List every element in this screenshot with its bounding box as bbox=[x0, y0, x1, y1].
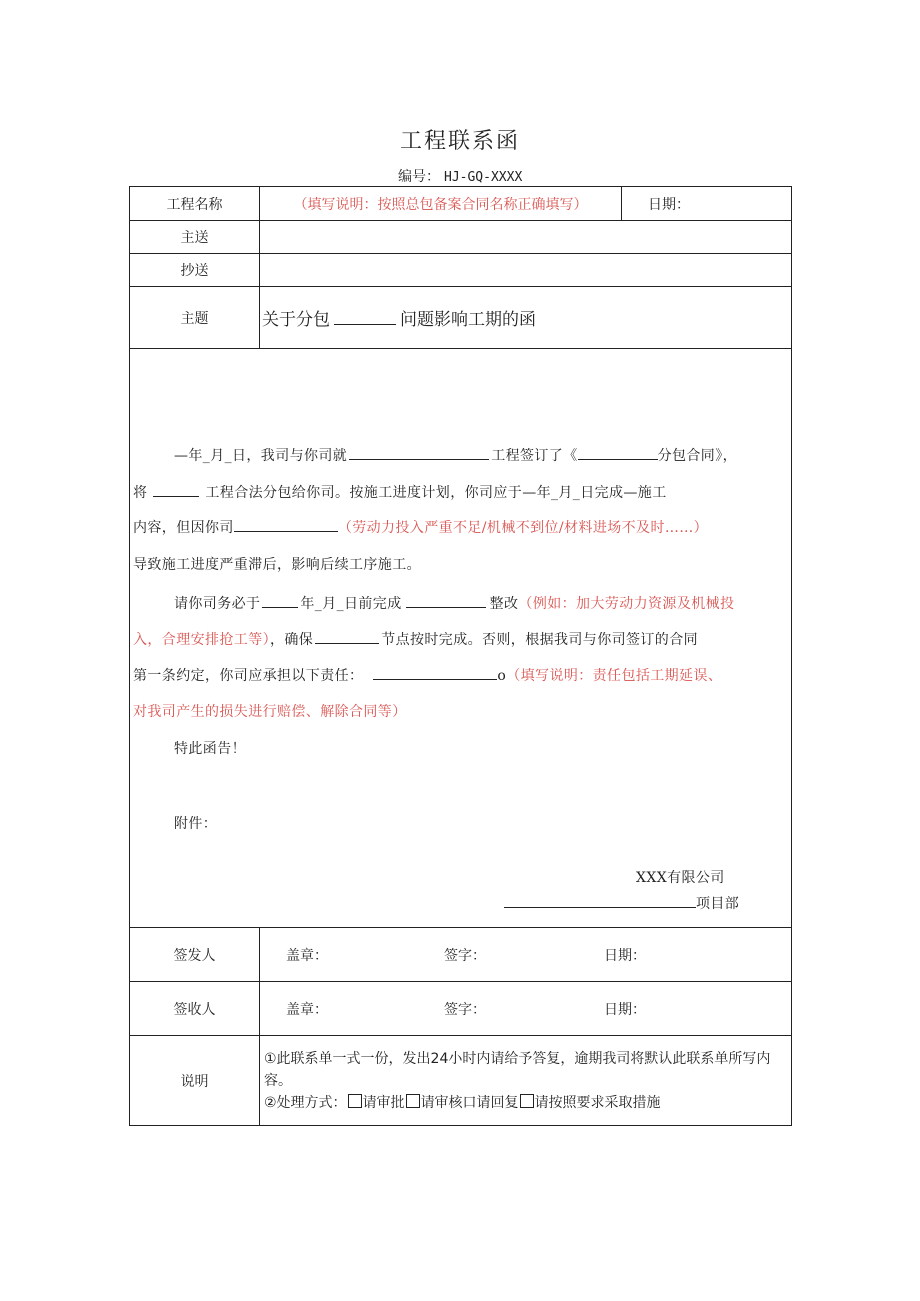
p2-a: 将 bbox=[133, 485, 148, 501]
body-line-1 bbox=[174, 445, 737, 465]
subject-label: 主题 bbox=[130, 287, 260, 349]
notes-label: 说明 bbox=[130, 1036, 260, 1126]
p7-hint: （填写说明：责任包括工期延误、 bbox=[506, 668, 723, 684]
p5-a: 请你司务必于 bbox=[174, 596, 261, 612]
p1-c: 分包合同》， bbox=[657, 448, 738, 464]
issuer-date[interactable]: 日期： bbox=[604, 947, 646, 964]
option-measures: 请按照要求采取措施 bbox=[534, 1094, 661, 1111]
p1-a: —年_月_日，我司与你司就 bbox=[174, 448, 348, 464]
receiver-label: 签收人 bbox=[130, 982, 260, 1036]
company-name: XXX有限公司 bbox=[636, 870, 725, 886]
subject-prefix: 关于分包 bbox=[262, 310, 330, 330]
code-value: HJ-GQ-XXXX bbox=[444, 170, 523, 185]
subject-blank[interactable] bbox=[334, 312, 396, 325]
checkbox-approve[interactable] bbox=[348, 1094, 362, 1108]
notes-line-2 bbox=[264, 1092, 787, 1114]
receiver-signature[interactable]: 签字： bbox=[444, 1001, 486, 1018]
issuer-fields bbox=[260, 928, 792, 982]
blank-project[interactable] bbox=[349, 447, 489, 460]
project-name-field[interactable]: （填写说明：按照总包备案合同名称正确填写） bbox=[260, 187, 622, 221]
project-name-label: 工程名称 bbox=[130, 187, 260, 221]
blank-node[interactable] bbox=[315, 631, 379, 644]
p5-c: 整改 bbox=[489, 596, 519, 612]
department-blank[interactable] bbox=[504, 895, 696, 908]
body-line-2 bbox=[133, 482, 667, 502]
body-line-4: 导致施工进度严重滞后，影响后续工序施工。 bbox=[133, 557, 421, 573]
receiver-seal[interactable]: 盖章： bbox=[286, 1001, 328, 1018]
checkbox-measures[interactable] bbox=[520, 1094, 534, 1108]
issuer-seal[interactable]: 盖章： bbox=[286, 947, 328, 964]
p7-a: 第一条约定，你司应承担以下责任： bbox=[133, 668, 364, 684]
body-line-5 bbox=[174, 593, 734, 613]
body-line-3 bbox=[133, 517, 708, 537]
blank-liability[interactable] bbox=[373, 667, 497, 680]
department-line bbox=[504, 893, 739, 913]
to-label: 主送 bbox=[130, 221, 260, 254]
p7-b: o bbox=[497, 668, 507, 684]
to-field[interactable] bbox=[260, 221, 792, 254]
code-label: 编号： bbox=[398, 169, 440, 185]
cc-label: 抄送 bbox=[130, 254, 260, 287]
cc-field[interactable] bbox=[260, 254, 792, 287]
p6-hint: 入，合理安排抢工等） bbox=[133, 632, 270, 648]
body-line-8: 对我司产生的损失进行赔偿、解除合同等） bbox=[133, 704, 407, 720]
p6-b: 节点按时完成。否则，根据我司与你司签订的合同 bbox=[381, 632, 699, 648]
body-line-6 bbox=[133, 629, 698, 649]
closing-text: 特此函告！ bbox=[174, 741, 246, 757]
letter-body bbox=[130, 349, 792, 928]
department-label: 项目部 bbox=[696, 896, 740, 912]
p5-b: 年_月_日前完成 bbox=[300, 596, 402, 612]
p5-hint: （例如：加大劳动力资源及机械投 bbox=[518, 596, 735, 612]
blank-rectify[interactable] bbox=[406, 595, 486, 608]
p1-b: 工程签订了《 bbox=[491, 448, 578, 464]
date-field[interactable] bbox=[622, 187, 792, 221]
checkbox-review[interactable] bbox=[406, 1094, 420, 1108]
option-approve: 请审批 bbox=[362, 1094, 405, 1111]
subject-suffix: 问题影响工期的函 bbox=[400, 310, 536, 330]
blank-scope[interactable] bbox=[153, 484, 199, 497]
notes-line-2-prefix: ②处理方式： bbox=[264, 1094, 347, 1111]
p3-hint: （劳动力投入严重不足/机械不到位/材料进场不及时……） bbox=[337, 520, 709, 536]
blank-year[interactable] bbox=[262, 595, 298, 608]
document-code bbox=[398, 166, 522, 186]
p6-a: ，确保 bbox=[270, 632, 314, 648]
contact-form-table bbox=[129, 186, 792, 1126]
receiver-fields bbox=[260, 982, 792, 1036]
p3-a: 内容，但因你司 bbox=[133, 520, 234, 536]
blank-contract[interactable] bbox=[578, 447, 658, 460]
body-line-7 bbox=[133, 665, 722, 685]
issuer-label: 签发人 bbox=[130, 928, 260, 982]
notes-content bbox=[260, 1036, 792, 1126]
option-review-reply: 请审核口请回复 bbox=[420, 1094, 519, 1111]
date-label: 日期： bbox=[648, 196, 690, 213]
issuer-signature[interactable]: 签字： bbox=[444, 947, 486, 964]
blank-reason[interactable] bbox=[234, 519, 338, 532]
subject-field[interactable] bbox=[260, 287, 792, 349]
document-title: 工程联系函 bbox=[399, 129, 520, 154]
receiver-date[interactable]: 日期： bbox=[604, 1001, 646, 1018]
p2-b: 工程合法分包给你司。按施工进度计划，你司应于—年_月_日完成—施工 bbox=[205, 485, 667, 501]
attachment-label: 附件： bbox=[174, 816, 218, 832]
notes-line-1: ①此联系单一式一份，发出24小时内请给予答复，逾期我司将默认此联系单所写内容。 bbox=[264, 1050, 771, 1089]
